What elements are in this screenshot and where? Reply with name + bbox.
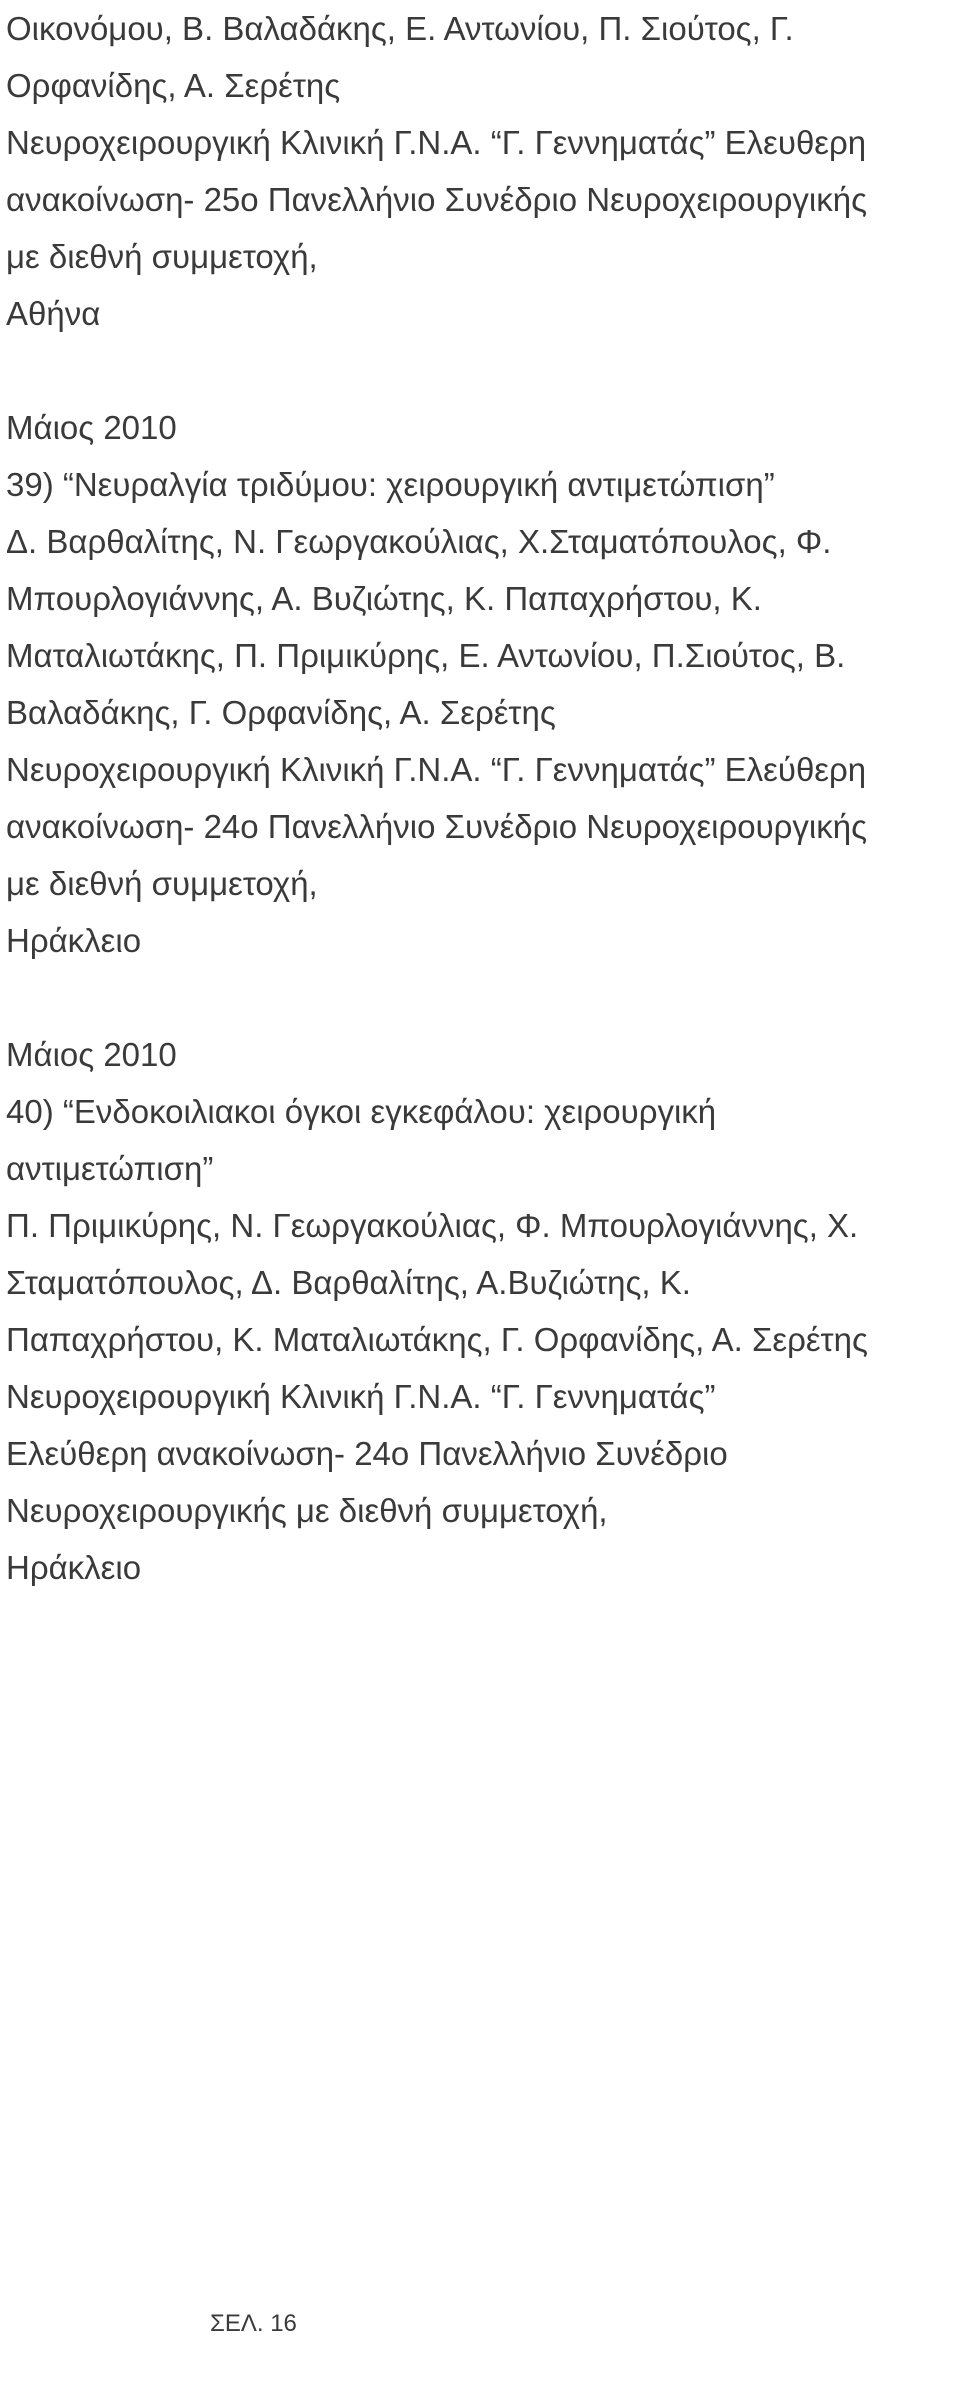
- blank-line: [6, 342, 951, 399]
- entry-line: Αθήνα: [6, 295, 101, 332]
- entry-line: Ηράκλειο: [6, 922, 142, 959]
- entry-line: Οικονόμου, Β. Βαλαδάκης, Ε. Αντωνίου, Π. Σιούτος, Γ.: [6, 10, 794, 47]
- entry-39: [6, 399, 951, 969]
- entry-line: Μπουρλογιάννης, Α. Βυζιώτης, Κ. Παπαχρήστου, Κ.: [6, 580, 762, 617]
- entry-line: με διεθνή συμμετοχή,: [6, 865, 318, 902]
- entry-line: Ελεύθερη ανακοίνωση- 24ο Πανελλήνιο Συνέδριο: [6, 1435, 728, 1472]
- entry-line: Νευροχειρουργική Κλινική Γ.Ν.Α. “Γ. Γεννηματάς” Ελευθερη: [6, 124, 867, 161]
- entry-line: με διεθνή συμμετοχή,: [6, 238, 318, 275]
- entry-line: ανακοίνωση- 25ο Πανελλήνιο Συνέδριο Νευροχειρουργικής: [6, 181, 868, 218]
- entry-line: Νευροχειρουργική Κλινική Γ.Ν.Α. “Γ. Γεννηματάς”: [6, 1378, 716, 1415]
- entry-line: Παπαχρήστου, Κ. Ματαλιωτάκης, Γ. Ορφανίδης, Α. Σερέτης: [6, 1321, 868, 1358]
- page-number: ΣΕΛ. 16: [210, 2310, 297, 2337]
- entry-title: αντιμετώπιση”: [6, 1150, 214, 1187]
- entry-line: Νευροχειρουργικής με διεθνή συμμετοχή,: [6, 1492, 608, 1529]
- entry-line: Ορφανίδης, Α. Σερέτης: [6, 67, 341, 104]
- entry-continuation: [6, 0, 951, 342]
- blank-line: [6, 969, 951, 1026]
- publication-list: [6, 0, 951, 1596]
- entry-line: Νευροχειρουργική Κλινική Γ.Ν.Α. “Γ. Γεννηματάς” Ελεύθερη: [6, 751, 867, 788]
- entry-date: Μάιος 2010: [6, 1036, 177, 1073]
- entry-line: Ματαλιωτάκης, Π. Πριμικύρης, Ε. Αντωνίου, Π.Σιούτος, Β.: [6, 637, 846, 674]
- entry-date: Μάιος 2010: [6, 409, 177, 446]
- entry-title: 40) “Ενδοκοιλιακοι όγκοι εγκεφάλου: χειρουργική: [6, 1093, 717, 1130]
- entry-line: Βαλαδάκης, Γ. Ορφανίδης, Α. Σερέτης: [6, 694, 556, 731]
- entry-line: Π. Πριμικύρης, Ν. Γεωργακούλιας, Φ. Μπουρλογιάννης, Χ.: [6, 1207, 859, 1244]
- entry-line: ανακοίνωση- 24ο Πανελλήνιο Συνέδριο Νευροχειρουργικής: [6, 808, 868, 845]
- entry-line: Δ. Βαρθαλίτης, Ν. Γεωργακούλιας, Χ.Σταματόπουλος, Φ.: [6, 523, 832, 560]
- entry-line: Σταματόπουλος, Δ. Βαρθαλίτης, Α.Βυζιώτης, Κ.: [6, 1264, 691, 1301]
- entry-40: [6, 1026, 951, 1596]
- entry-title: 39) “Νευραλγία τριδύμου: χειρουργική αντιμετώπιση”: [6, 466, 775, 503]
- entry-line: Ηράκλειο: [6, 1549, 142, 1586]
